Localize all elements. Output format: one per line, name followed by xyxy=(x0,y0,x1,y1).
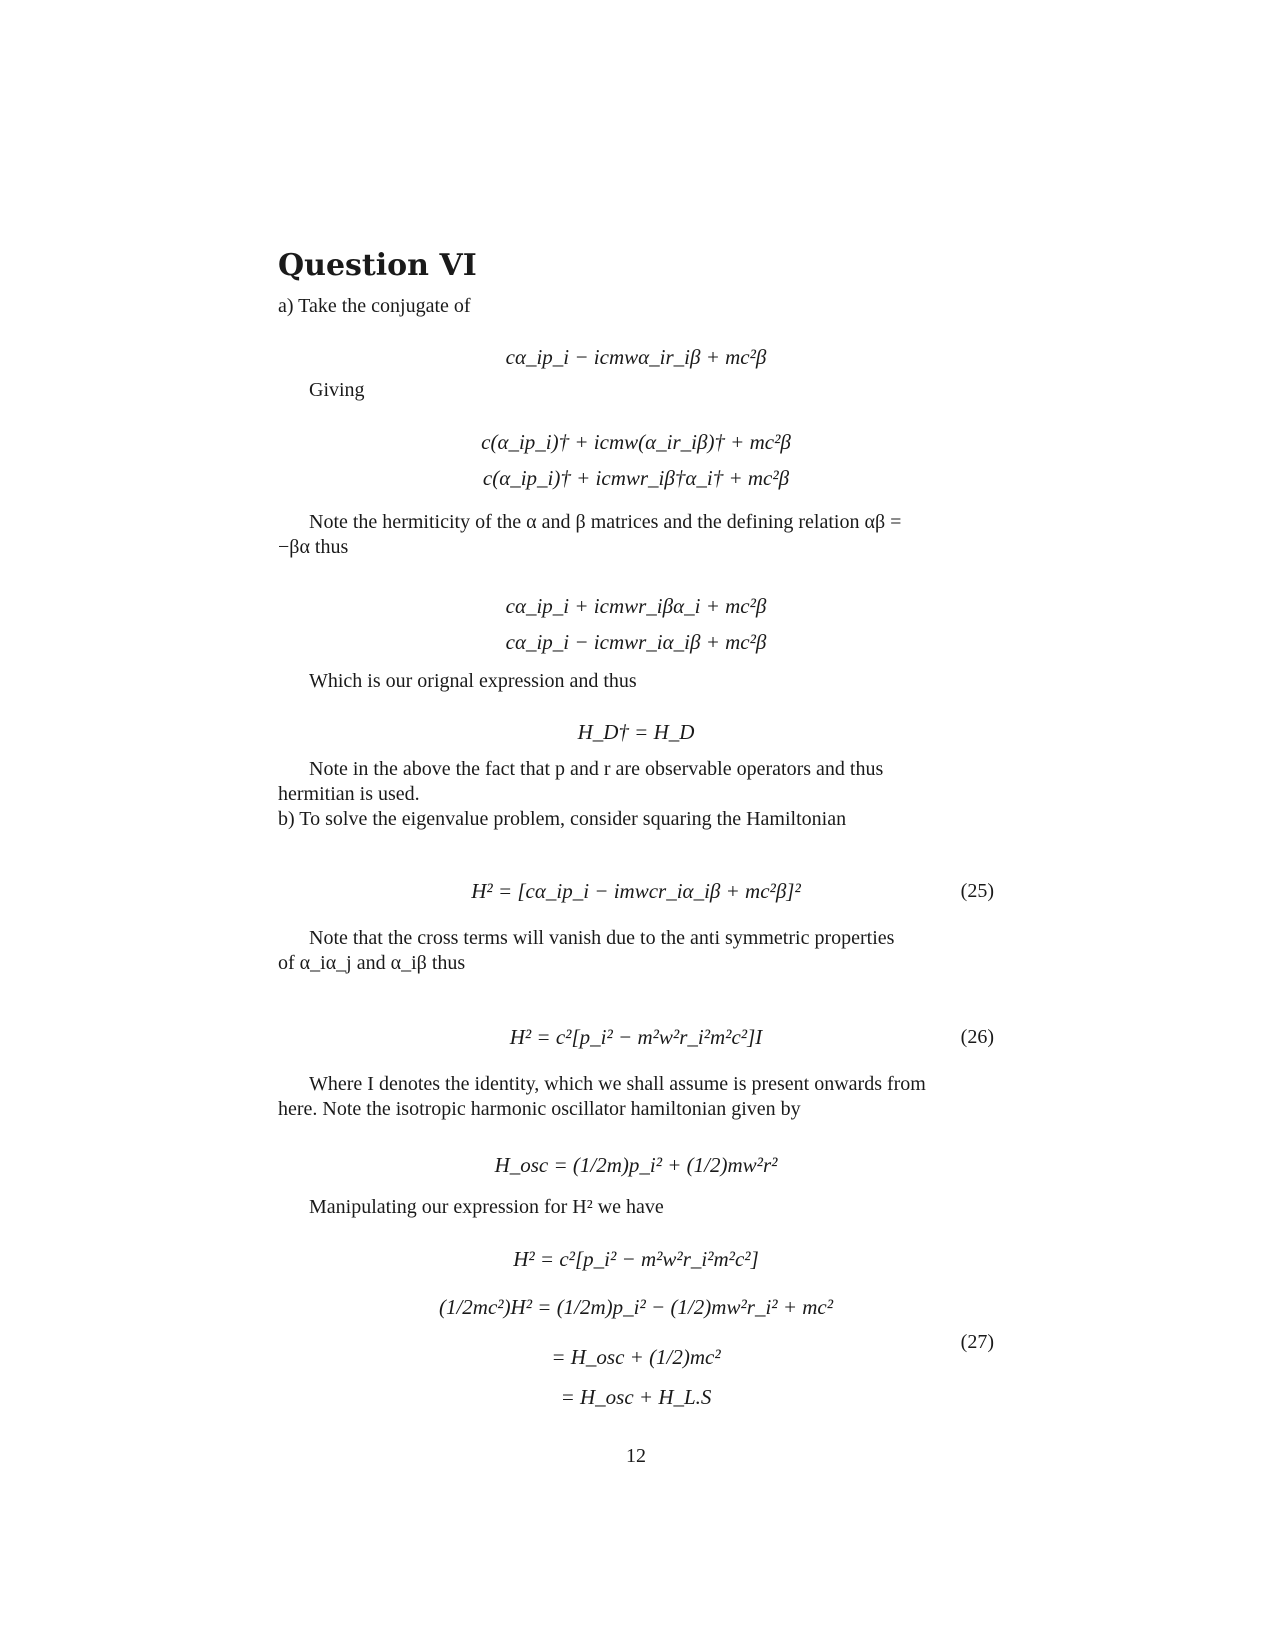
giving-text: Giving xyxy=(309,379,365,401)
equation-26: H² = c²[p_i² − m²w²r_i²m²c²]I xyxy=(509,1025,763,1049)
equation-26-number: (26) xyxy=(960,1026,994,1048)
note-cross-line-1: Note that the cross terms will vanish due to the anti symmetric properties xyxy=(309,927,895,949)
section-heading: Question VI xyxy=(278,248,477,283)
part-a-intro: a) Take the conjugate of xyxy=(278,295,471,317)
note-observable-line-2: hermitian is used. xyxy=(278,783,420,805)
equation-27-number: (27) xyxy=(960,1331,994,1353)
note-cross-line-2: of α_iα_j and α_iβ thus xyxy=(278,952,466,974)
equation-27-line-4: = H_osc + H_L.S xyxy=(560,1385,712,1409)
note-observable-line-1: Note in the above the fact that p and r are observable operators and thus xyxy=(309,758,884,780)
part-b-intro: b) To solve the eigenvalue problem, consider squaring the Hamiltonian xyxy=(278,808,847,830)
equation-conjugate-2: c(α_ip_i)† + icmwr_iβ†α_i† + mc²β xyxy=(482,466,790,490)
note-hermiticity-line-1: Note the hermiticity of the α and β matrices and the defining relation αβ = xyxy=(309,511,902,533)
equation-27-line-2: (1/2mc²)H² = (1/2m)p_i² − (1/2)mw²r_i² + mc² xyxy=(438,1295,834,1319)
equation-conjugate-1: c(α_ip_i)† + icmw(α_ir_iβ)† + mc²β xyxy=(481,430,791,454)
equation-27-line-1: H² = c²[p_i² − m²w²r_i²m²c²] xyxy=(513,1247,759,1271)
equation-hosc: H_osc = (1/2m)p_i² + (1/2)mw²r² xyxy=(494,1153,778,1177)
note-hermiticity-line-2: −βα thus xyxy=(278,536,349,558)
equation-hermitian-1: cα_ip_i + icmwr_iβα_i + mc²β xyxy=(505,594,767,618)
where-line-2: here. Note the isotropic harmonic oscillator hamiltonian given by xyxy=(278,1098,801,1120)
which-is-text: Which is our orignal expression and thus xyxy=(309,670,637,692)
equation-hd: H_D† = H_D xyxy=(577,720,695,744)
equation-original: cα_ip_i − icmwα_ir_iβ + mc²β xyxy=(505,345,767,369)
equation-25-number: (25) xyxy=(960,880,994,902)
page-number: 12 xyxy=(626,1445,646,1467)
manipulating-text: Manipulating our expression for H² we have xyxy=(309,1196,664,1218)
equation-hermitian-2: cα_ip_i − icmwr_iα_iβ + mc²β xyxy=(505,630,767,654)
equation-25: H² = [cα_ip_i − imwcr_iα_iβ + mc²β]² xyxy=(471,879,801,903)
equation-27-line-3: = H_osc + (1/2)mc² xyxy=(551,1345,721,1369)
where-line-1: Where I denotes the identity, which we shall assume is present onwards from xyxy=(309,1073,926,1095)
